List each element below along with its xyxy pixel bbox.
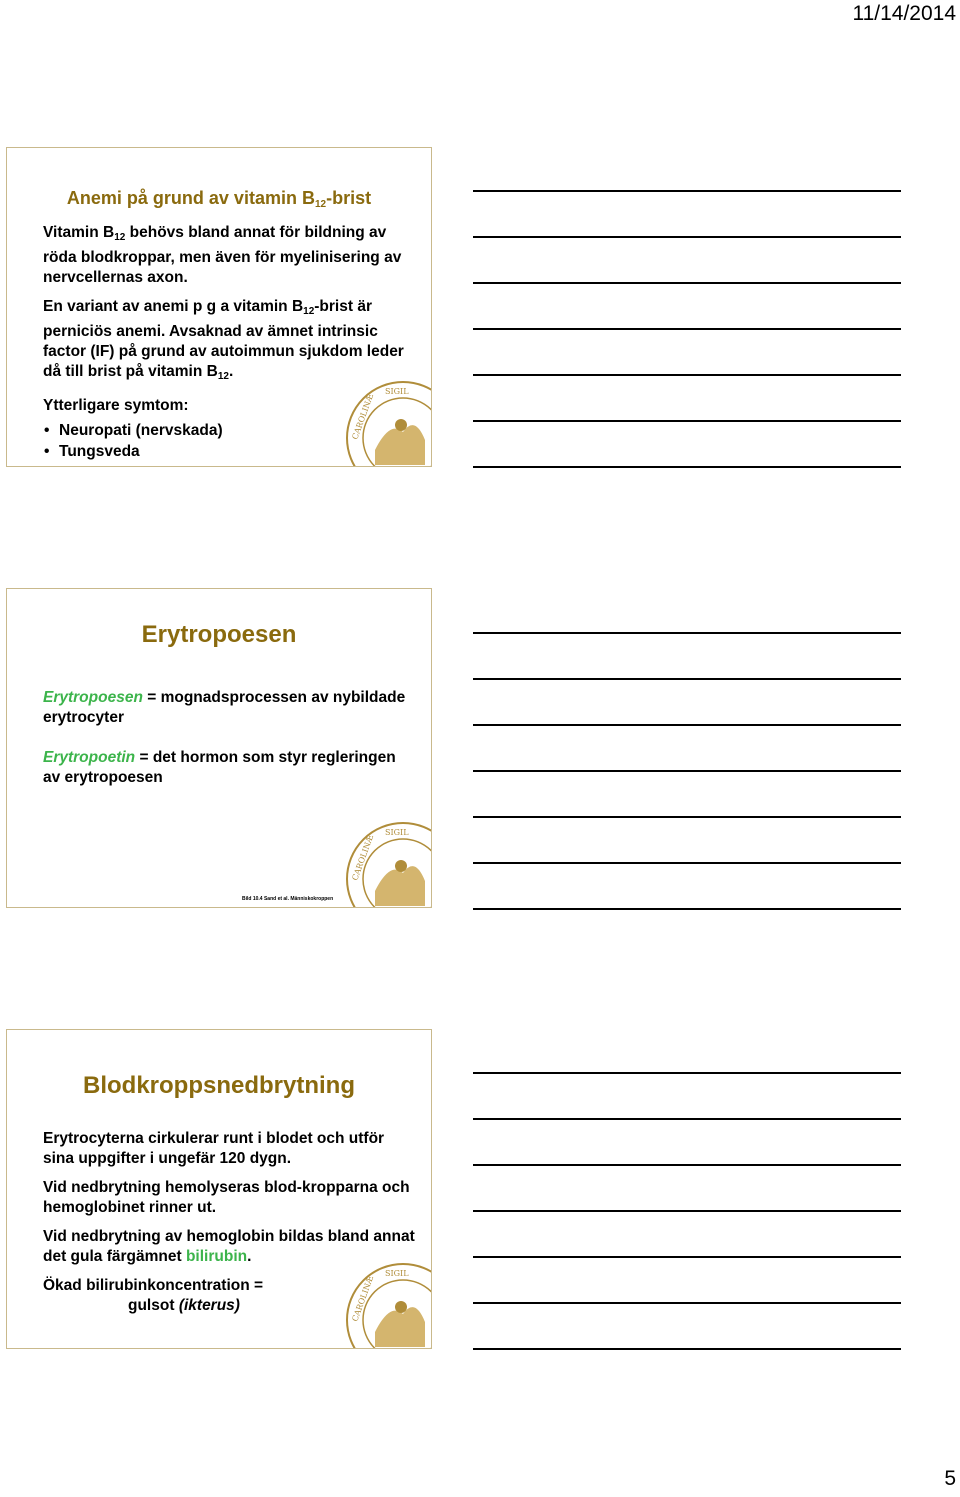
university-seal-icon bbox=[345, 1262, 432, 1349]
definition bbox=[43, 748, 417, 788]
term: Erytropoetin bbox=[43, 749, 136, 766]
note-line bbox=[473, 724, 901, 726]
list-item: • Neuropati (nervskada) bbox=[43, 420, 417, 441]
slide-title bbox=[47, 188, 391, 210]
svg-text:CAROLINÆ: CAROLINÆ bbox=[350, 1274, 376, 1323]
note-line bbox=[473, 1348, 901, 1350]
note-line bbox=[473, 632, 901, 634]
svg-text:SIGIL: SIGIL bbox=[385, 1269, 409, 1278]
text: -brist är perniciös anemi. Avsaknad av ämnet intrinsic factor (IF) på grund av autoimmun sjukdom leder då till brist på vitamin B bbox=[43, 298, 404, 380]
text: = det hormon som styr regleringen av erytropoesen bbox=[43, 749, 396, 786]
note-line bbox=[473, 466, 901, 468]
svg-text:SIGIL: SIGIL bbox=[385, 828, 409, 837]
note-line bbox=[473, 862, 901, 864]
term: (ikterus) bbox=[178, 1297, 240, 1314]
subscript: 12 bbox=[303, 306, 315, 317]
note-line bbox=[473, 236, 901, 238]
list-item: • Tungsveda bbox=[43, 441, 417, 462]
title-subscript: 12 bbox=[314, 199, 327, 210]
note-line bbox=[473, 678, 901, 680]
note-line bbox=[473, 1210, 901, 1212]
symptoms-heading: Ytterligare symtom: bbox=[43, 397, 189, 414]
slide-1 bbox=[6, 147, 432, 467]
text: . bbox=[228, 363, 234, 380]
subscript: 12 bbox=[217, 371, 229, 382]
text: En variant av anemi p g a vitamin B bbox=[43, 298, 304, 315]
slide-title: Erytropoesen bbox=[141, 621, 297, 648]
note-line bbox=[473, 770, 901, 772]
page-number: 5 bbox=[944, 1467, 956, 1490]
paragraph bbox=[43, 1227, 417, 1267]
note-line bbox=[473, 816, 901, 818]
text: Vitamin B bbox=[43, 224, 115, 241]
title-text: Anemi på grund av vitamin B bbox=[66, 188, 315, 208]
text: gulsot bbox=[128, 1297, 179, 1314]
title-text-end: -brist bbox=[326, 188, 372, 208]
text: . bbox=[247, 1248, 252, 1265]
print-date: 11/14/2014 bbox=[852, 2, 956, 25]
note-line bbox=[473, 374, 901, 376]
note-line bbox=[473, 190, 901, 192]
slide-title: Blodkroppsnedbrytning bbox=[83, 1072, 355, 1099]
note-line bbox=[473, 1164, 901, 1166]
paragraph: Erytrocyterna cirkulerar runt i blodet och utför sina uppgifter i ungefär 120 dygn. bbox=[43, 1130, 385, 1167]
subscript: 12 bbox=[114, 232, 126, 243]
note-line bbox=[473, 1118, 901, 1120]
note-line bbox=[473, 908, 901, 910]
note-line bbox=[473, 420, 901, 422]
slide-body bbox=[43, 688, 417, 788]
note-line bbox=[473, 1256, 901, 1258]
text: Vid nedbrytning av hemoglobin bildas bland annat det gula färgämnet bbox=[43, 1228, 415, 1265]
svg-text:CAROLINÆ: CAROLINÆ bbox=[350, 833, 376, 882]
slide-2 bbox=[6, 588, 432, 908]
paragraph: Vid nedbrytning hemolyseras blod-kropparna och hemoglobinet rinner ut. bbox=[43, 1179, 410, 1216]
definition bbox=[43, 688, 417, 728]
term: bilirubin bbox=[185, 1248, 248, 1265]
paragraph: Ökad bilirubinkoncentration = bbox=[43, 1277, 264, 1294]
note-line bbox=[473, 1302, 901, 1304]
slide-3 bbox=[6, 1029, 432, 1349]
paragraph bbox=[43, 297, 417, 387]
note-line bbox=[473, 282, 901, 284]
svg-text:SIGIL: SIGIL bbox=[385, 387, 409, 396]
university-seal-icon bbox=[345, 821, 432, 908]
term: Erytropoesen bbox=[43, 689, 143, 706]
university-seal-icon bbox=[345, 380, 432, 467]
text: = mognadsprocessen av nybildade erytrocyter bbox=[43, 689, 406, 726]
paragraph bbox=[43, 223, 417, 288]
text: behövs bland annat för bildning av röda blodkroppar, men även för myelinisering av nervcellernas axon. bbox=[43, 224, 402, 286]
note-line bbox=[473, 328, 901, 330]
note-line bbox=[473, 1072, 901, 1074]
svg-text:CAROLINÆ: CAROLINÆ bbox=[350, 392, 376, 441]
image-credit: Bild 10.4 Sand et al. Människokroppen bbox=[242, 896, 334, 902]
